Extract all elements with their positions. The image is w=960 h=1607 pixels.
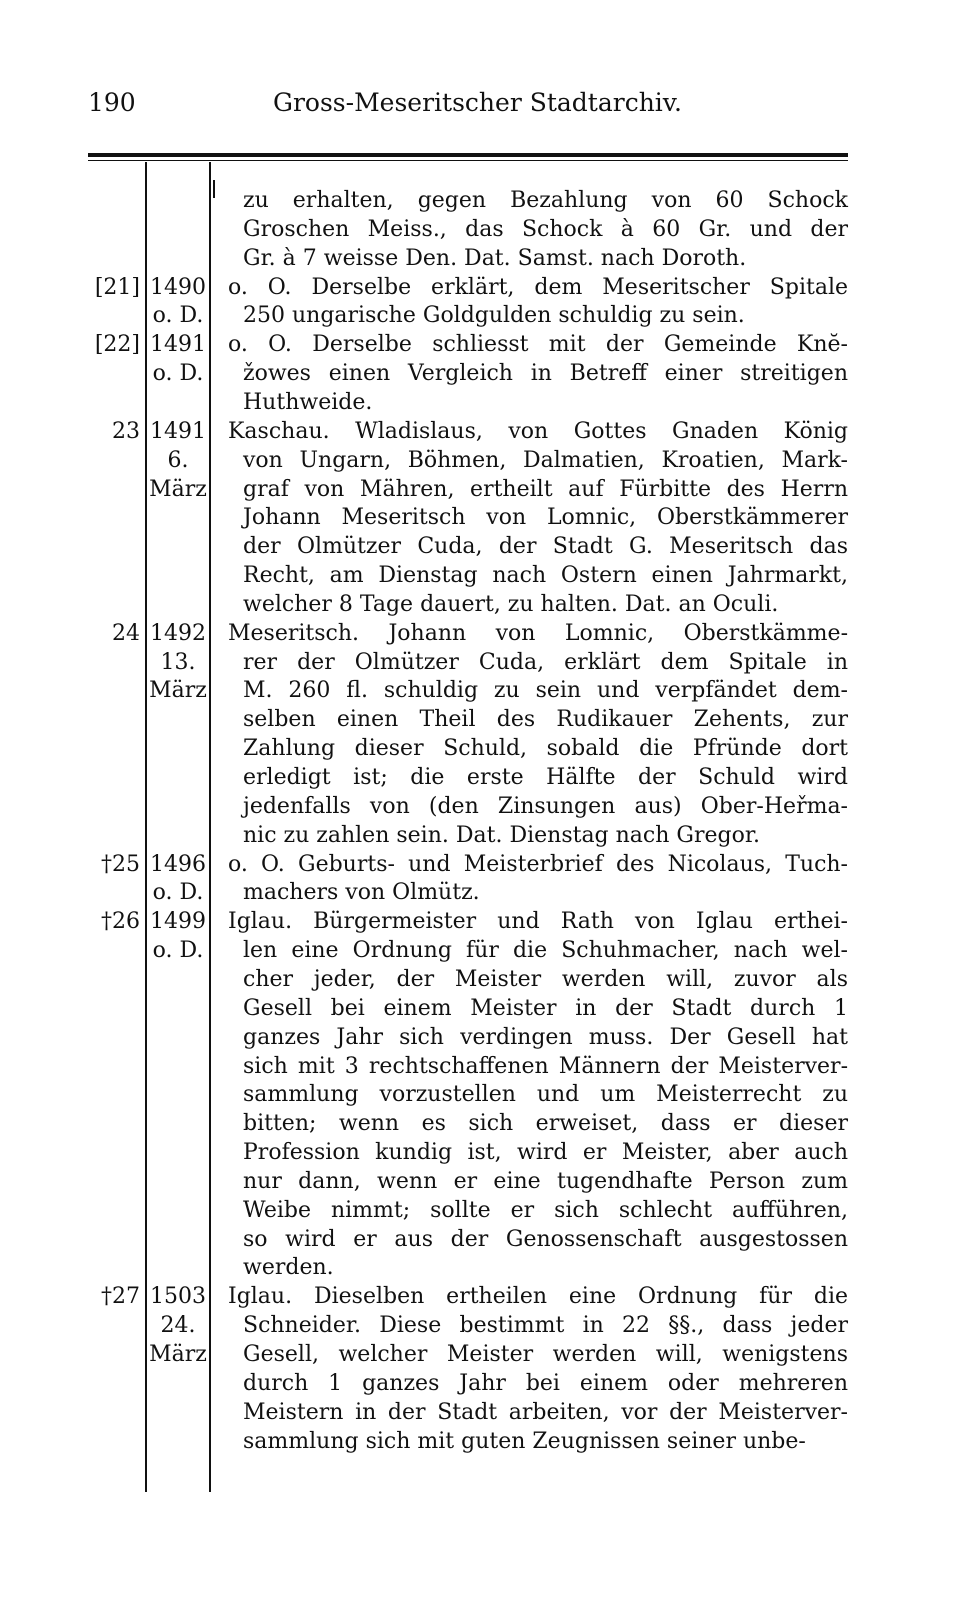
entry-text-line: Gesell, welcher Meister werden will, wenigstens [243,1342,848,1367]
entry-text-line: o. O. Derselbe erklärt, dem Meseritscher Spitale [228,274,848,300]
entry-date: o. D. [152,938,204,964]
entry-text-line: Schneider. Diese bestimmt in 22 §§., dass jeder [243,1313,848,1339]
entry-text-line: nur dann, wenn er eine tugendhafte Person zum [243,1168,848,1194]
entry-text-line: Johann Meseritsch von Lomnic, Oberstkämmerer [243,505,848,531]
entry-date: März [149,476,207,502]
entry-text-line: sammlung sich mit guten Zeugnissen seiner unbe- [243,1428,806,1454]
entry-text-line: sich mit 3 rechtschaffenen Männern der Meisterver- [243,1053,848,1079]
entry-text-line: jedenfalls von (den Zinsungen aus) Ober-Heřma- [243,793,848,819]
entry-text-line: M. 260 fl. schuldig zu sein und verpfändet dem- [243,678,848,704]
entry-text-line: sammlung vorzustellen und um Meisterrecht zu [243,1082,848,1108]
entry-text-line: Iglau. Bürgermeister und Rath von Iglau erthei- [228,909,848,935]
entry-number: 24 [112,620,140,646]
entry-text-line: Zahlung dieser Schuld, sobald die Pfründe dort [243,736,848,762]
entry-number: [21] [94,274,140,300]
entry-number: [22] [94,332,140,358]
entry-date: 6. [167,447,189,473]
entry-text-line: cher jeder, der Meister werden will, zuvor als [243,966,848,992]
entry-date: 1499 [150,909,206,935]
entry-text-line: welcher 8 Tage dauert, zu halten. Dat. an Oculi. [243,591,779,617]
running-title: Gross-Meseritscher Stadtarchiv. [273,88,682,117]
entry-text-line: 250 ungarische Goldgulden schuldig zu sein. [243,303,745,329]
entry-date: 13. [160,649,196,675]
entry-text-line: žowes einen Vergleich in Betreff einer streitigen [243,361,848,387]
entry-number: †27 [101,1284,140,1310]
entry-date: o. D. [152,880,204,906]
entry-text-line: erledigt ist; die erste Hälfte der Schuld wird [243,765,848,790]
entry-text-line: graf von Mähren, ertheilt auf Fürbitte des Herrn [243,476,848,502]
entry-text-line: Meistern in der Stadt arbeiten, vor der Meisterver- [243,1399,848,1425]
continuation-line: zu erhalten, gegen Bezahlung von 60 Schock [243,188,848,213]
entry-date: 1491 [150,418,206,444]
entry-number: †25 [101,851,140,877]
continuation-line: Groschen Meiss., das Schock à 60 Gr. und der [243,216,848,242]
page-number: 190 [88,88,136,117]
entry-text-line: bitten; wenn es sich erweiset, dass er dieser [243,1111,848,1137]
entry-text-line: Profession kundig ist, wird er Meister, aber auch [243,1140,848,1166]
column-divider-date [209,162,211,1492]
entry-number: †26 [101,909,140,935]
entry-date: März [149,678,207,704]
entry-text-line: Kaschau. Wladislaus, von Gottes Gnaden König [228,418,848,444]
entry-date: 1491 [150,332,206,358]
entry-text-line: Huthweide. [243,389,373,415]
entry-text-line: werden. [243,1255,334,1281]
entry-text-line: rer der Olmützer Cuda, erklärt dem Spitale in [243,649,848,675]
entry-text-line: o. O. Derselbe schliesst mit der Gemeinde Knĕ- [228,332,848,358]
entry-text-line: selben einen Theil des Rudikauer Zehents, zur [243,707,848,733]
entry-text-line: Meseritsch. Johann von Lomnic, Oberstkämme- [228,620,848,646]
header-rule-thin [88,160,848,161]
entry-date: o. D. [152,303,204,329]
entry-date: 1490 [150,274,206,300]
entry-text-line: Weibe nimmt; sollte er sich schlecht aufführen, [243,1197,848,1223]
entry-text-line: der Olmützer Cuda, der Stadt G. Meseritsch das [243,534,848,560]
column-divider-mark [213,180,215,198]
entry-date: 1492 [150,620,206,646]
entry-text-line: Gesell bei einem Meister in der Stadt durch 1 [243,995,848,1021]
entry-text-line: von Ungarn, Böhmen, Dalmatien, Kroatien, Mark- [243,447,848,473]
entry-date: März [149,1342,207,1367]
entry-date: 24. [160,1313,196,1339]
entry-date: 1503 [150,1284,206,1310]
entry-text-line: Iglau. Dieselben ertheilen eine Ordnung für die [228,1284,848,1310]
entry-text-line: durch 1 ganzes Jahr bei einem oder mehreren [243,1370,848,1396]
entry-text-line: so wird er aus der Genossenschaft ausgestossen [243,1226,848,1252]
entry-text-line: nic zu zahlen sein. Dat. Dienstag nach Gregor. [243,822,760,848]
entry-number: 23 [112,418,140,444]
continuation-line: Gr. à 7 weisse Den. Dat. Samst. nach Doroth. [243,245,747,271]
entry-text-line: o. O. Geburts- und Meisterbrief des Nicolaus, Tuch- [228,851,848,877]
header-rule-thick [88,153,848,157]
running-header [88,88,848,122]
entry-text-line: len eine Ordnung für die Schuhmacher, nach wel- [243,938,848,964]
entry-text-line: ganzes Jahr sich verdingen muss. Der Gesell hat [243,1024,848,1050]
entry-text-line: Recht, am Dienstag nach Ostern einen Jahrmarkt, [243,563,848,589]
column-divider-number [145,162,147,1492]
entry-text-line: machers von Olmütz. [243,880,480,906]
entry-date: o. D. [152,361,204,387]
entry-date: 1496 [150,851,206,877]
